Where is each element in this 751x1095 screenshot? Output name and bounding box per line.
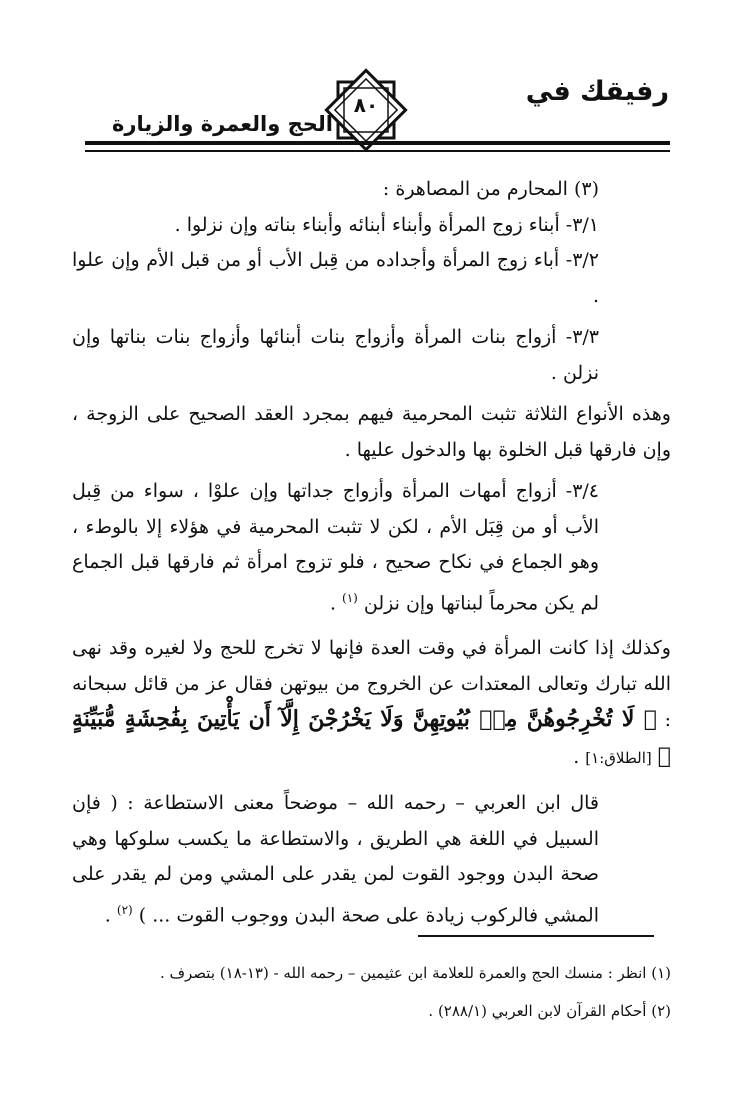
footnote-2: (٢) أحكام القرآن لابن العربي (٢٨٨/١) . <box>428 1002 671 1020</box>
footnote-ref: (٢) <box>116 902 133 917</box>
paragraph: ٣/٣- أزواج بنات المرأة وأزواج بنات أبنائها وأزواج بنات بناتها وإن نزلن . <box>72 326 599 384</box>
section-heading: (٣) المحارم من المصاهرة : <box>382 178 599 200</box>
page-header <box>0 0 751 160</box>
footnotes <box>72 962 671 1038</box>
punctuation: . <box>329 591 336 614</box>
paragraph <box>72 631 671 776</box>
footnote-divider <box>418 935 654 937</box>
punctuation: . <box>104 904 111 927</box>
header-rule-thin <box>85 150 670 152</box>
paragraph: ٣/١- أبناء زوج المرأة وأبناء أبنائه وأبناء بناته وإن نزلوا . <box>174 213 599 236</box>
paragraph-text: وكذلك إذا كانت المرأة في وقت العدة فإنها لا تخرج للحج ولا لغيره وقد نهى الله تبارك وتعالى المعتدات عن الخروج من بيوتهن فقال عز من قائل سبحانه : <box>72 637 671 732</box>
paragraph <box>72 786 671 933</box>
book-title: رفيقك في <box>525 76 669 107</box>
verse-citation: [الطلاق:١] <box>585 748 652 767</box>
header-rule-thick <box>85 141 670 145</box>
paragraph-text: ٣/٤- أزواج أمهات المرأة وأزواج جداتها وإن علوْا ، سواء من قِبل الأب أو من قِبَل الأم ، لكن لا تثبت المحرمية في هؤلاء إلا بالوطء ، وهو الجماع في نكاح صحيح ، فلو تزوج امرأة ثم فارقها قبل الجماع لم يكن محرماً لبناتها وإن نزلن <box>72 480 599 614</box>
book-subtitle: الحج والعمرة والزيارة <box>112 112 333 136</box>
paragraph: ٣/٢- أباء زوج المرأة وأجداده من قِبل الأب أو من قبل الأم وإن علوا . <box>72 249 599 307</box>
paragraph-text: قال ابن العربي – رحمه الله – موضحاً معنى الاستطاعة : ( فإن السبيل في اللغة هي الطريق ، والاستطاعة ما يكسب سلوكها وهي صحة البدن ووجود القوت لمن يقدر على المشي ومن لم يقدر على المشي فالركوب زيادة على صحة البدن ووجوب القوت ... ) <box>72 792 599 927</box>
footnote-ref: (١) <box>342 590 358 605</box>
paragraph: وهذه الأنواع الثلاثة تثبت المحرمية فيهم بمجرد العقد الصحيح على الزوجة ، وإن فارقها قبل الخلوة بها والدخول عليها . <box>72 403 671 461</box>
quran-verse: ﴿ لَا تُخْرِجُوهُنَّ مِنۢ بُيُوتِهِنَّ وَلَا يَخْرُجْنَ إِلَّآ أَن يَأْتِينَ بِفَٰحِشَةٍ مُّبَيِّنَةٍ ﴾ <box>72 706 671 769</box>
footnote-1: (١) انظر : منسك الحج والعمرة للعلامة ابن عثيمين – رحمه الله - (١٣-١٨) بتصرف . <box>159 964 671 982</box>
page-number: ٨٠ <box>353 93 379 117</box>
main-text <box>72 172 671 934</box>
paragraph <box>72 474 671 621</box>
punctuation: . <box>573 745 580 768</box>
